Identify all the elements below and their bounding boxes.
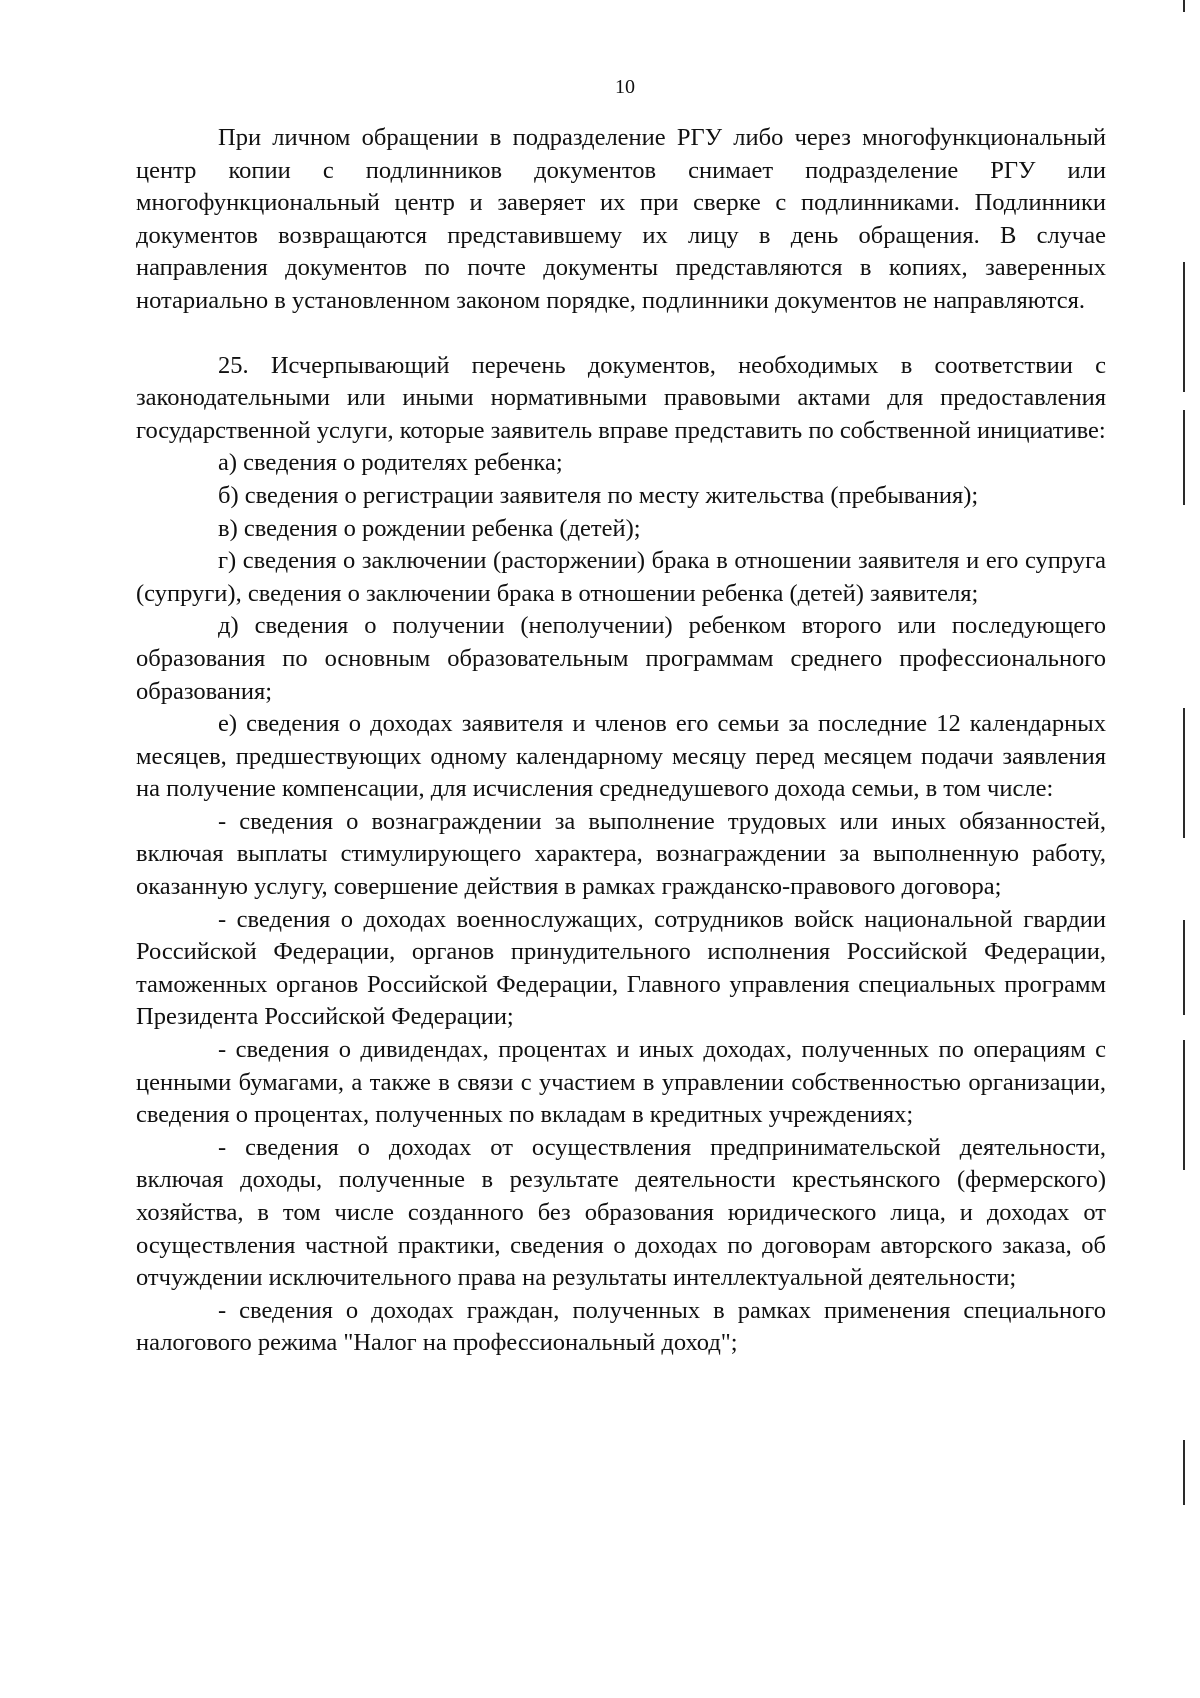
paragraph-copies-procedure: При личном обращении в подразделение РГУ либо через многофункциональный центр копии с подлинников документов снимает подразделение РГУ или многофункциональный центр и заверяет их при сверке с подлинниками. Подлинники документов возвращаются представившему их лицу в день обращения. В случае направления документов по почте документы представляются в копиях, заверенных нотариально в установленном законом порядке, подлинники документов не направляются. xyxy=(136,124,1106,314)
document-body xyxy=(136,122,1106,1360)
sub-item-professional-income-tax: - сведения о доходах граждан, полученных в рамках применения специального налогового режима "Налог на профессиональный доход"; xyxy=(136,1296,1106,1357)
sub-item-dividends: - сведения о дивидендах, процентах и иных доходах, полученных по операциям с ценными бумагами, а также в связи с участием в управлении собственностью организации, сведения о процентах, полученных по вкладам в кредитных учреждениях; xyxy=(136,1036,1106,1129)
sub-item-business-income: - сведения о доходах от осуществления предпринимательской деятельности, включая доходы, полученные в результате деятельности крестьянского (фермерского) хозяйства, в том числе созданного без образования юридического лица, и доходах от осуществления частной практики, сведения о доходах по договорам авторского заказа, об отчуждении исключительного права на результаты интеллектуальной деятельности; xyxy=(136,1133,1106,1292)
paragraph-item-25: 25. Исчерпывающий перечень документов, необходимых в соответствии с законодательными или иными нормативными правовыми актами для предоставления государственной услуги, которые заявитель вправе представить по собственной инициативе: xyxy=(136,351,1106,444)
list-item-a: а) сведения о родителях ребенка; xyxy=(218,449,563,477)
scan-edge-mark xyxy=(1183,1440,1185,1505)
scan-edge-mark xyxy=(1183,708,1185,838)
list-item-g: г) сведения о заключении (расторжении) брака в отношении заявителя и его супруга (супруги), сведения о заключении брака в отношении ребенка (детей) заявителя; xyxy=(136,547,1106,607)
sub-item-military-income: - сведения о доходах военнослужащих, сотрудников войск национальной гвардии Российской Федерации, органов принудительного исполнения Российской Федерации, таможенных органов Российской Федерации, Главного управления специальных программ Президента Российской Федерации; xyxy=(136,905,1106,1031)
sub-item-labor-income: - сведения о вознаграждении за выполнение трудовых или иных обязанностей, включая выплаты стимулирующего характера, вознаграждении за выполненную работу, оказанную услугу, совершение действия в рамках гражданско-правового договора; xyxy=(136,807,1106,901)
scan-edge-mark xyxy=(1183,0,1185,12)
list-item-v: в) сведения о рождении ребенка (детей); xyxy=(218,514,641,542)
scan-edge-mark xyxy=(1183,262,1185,392)
list-item-e: е) сведения о доходах заявителя и членов его семьи за последние 12 календарных месяцев, предшествующих одному календарному месяцу перед месяцем подачи заявления на получение компенсации, для исчисления среднедушевого дохода семьи, в том числе: xyxy=(136,710,1106,803)
scan-edge-mark xyxy=(1183,410,1185,505)
list-item-d: д) сведения о получении (неполучении) ребенком второго или последующего образования по основным образовательным программам среднего профессионального образования; xyxy=(136,612,1106,705)
scan-edge-mark xyxy=(1183,1040,1185,1170)
scan-edge-mark xyxy=(1183,920,1185,1015)
page-number: 10 xyxy=(615,76,635,98)
list-item-b: б) сведения о регистрации заявителя по месту жительства (пребывания); xyxy=(218,481,979,509)
